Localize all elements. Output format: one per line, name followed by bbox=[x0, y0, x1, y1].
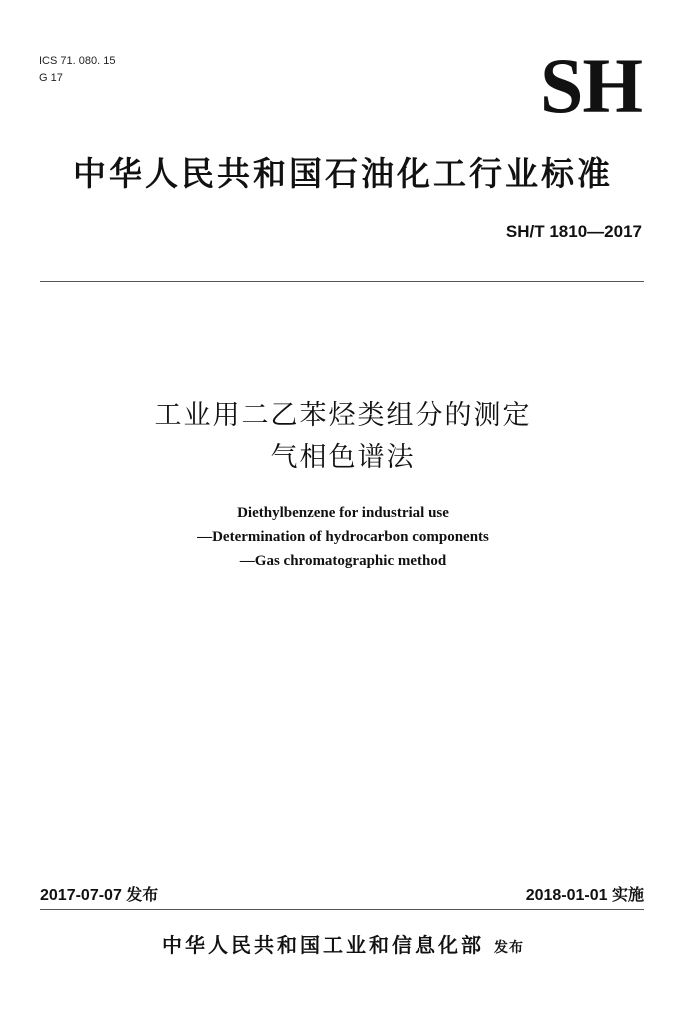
header-divider bbox=[40, 281, 644, 282]
title-en-line2: —Determination of hydrocarbon components bbox=[197, 529, 489, 545]
publish-label: 发布 bbox=[494, 940, 524, 956]
title-cn-line2: 气相色谱法 bbox=[270, 442, 416, 473]
ics-code: ICS 71. 080. 15 bbox=[39, 55, 116, 67]
issuer-name: 中华人民共和国工业和信息化部 bbox=[162, 933, 484, 957]
title-en-line1: Diethylbenzene for industrial use bbox=[237, 505, 449, 521]
issue-date: 2017-07-07 发布 bbox=[40, 887, 159, 904]
implement-date: 2018-01-01 实施 bbox=[525, 887, 644, 904]
issuer-line bbox=[0, 930, 686, 963]
standard-number: SH/T 1810—2017 bbox=[505, 222, 642, 241]
footer-divider bbox=[40, 909, 644, 910]
ccs-code: G 17 bbox=[39, 72, 63, 84]
classification-codes bbox=[39, 53, 115, 87]
sh-logo: SH bbox=[539, 42, 642, 129]
standard-category-title: 中华人民共和国石油化工行业标准 bbox=[73, 154, 613, 193]
title-cn-line1: 工业用二乙苯烃类组分的测定 bbox=[154, 400, 532, 431]
title-en-line3: —Gas chromatographic method bbox=[239, 553, 447, 569]
